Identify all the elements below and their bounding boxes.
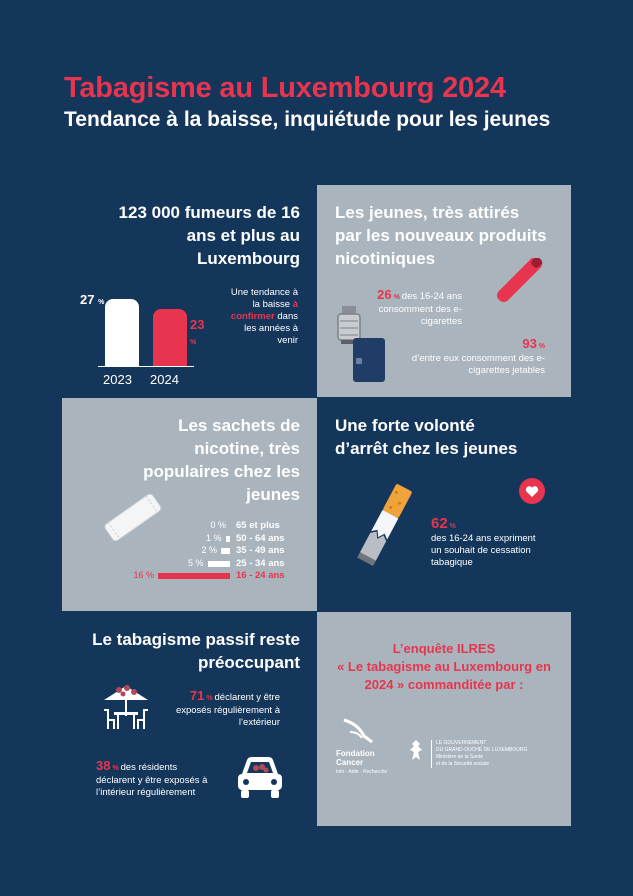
ecig-stat: 26 % des 16-24 ans consomment des e-cigarettes <box>377 287 462 327</box>
quit-stat: 62 % des 16-24 ans expriment un souhait de cessation tabagique <box>431 515 536 568</box>
pouch-bar-4 <box>158 573 230 579</box>
pouch-category-label: 65 et plus <box>236 520 280 531</box>
nicotine-heading: Les jeunes, très attirés par les nouveaux produits nicotiniques <box>335 203 547 268</box>
smokers-heading: 123 000 fumeurs de 16 ans et plus au Luxembourg <box>118 203 300 268</box>
pouch-category-label: 16 - 24 ans <box>236 570 285 581</box>
government-logo-text: LE GOUVERNEMENT DU GRAND-DUCHÉ DE LUXEMBOURG Ministère de la Santé et de la Sécurité sociale <box>431 740 556 768</box>
indoor-exposure-stat: 38 % des résidents déclarent y être exposés à l’intérieur régulièrement <box>96 758 208 798</box>
bar-2024 <box>153 309 187 366</box>
pouch-value-label: 5 % <box>187 557 204 568</box>
smokers-trend-note: Une tendance à la baisse à confirmer dans les années à venir <box>230 287 298 346</box>
survey-credits: L’enquête ILRES « Le tabagisme au Luxembourg en 2024 » commanditée par : <box>337 641 551 692</box>
chart-baseline <box>98 366 194 367</box>
bar-2023 <box>105 299 139 366</box>
page-title: Tabagisme au Luxembourg 2024 <box>64 72 506 104</box>
bar-2024-value-label: 23 % <box>190 317 205 346</box>
coat-of-arms-icon <box>404 738 428 769</box>
pouches-heading: Les sachets de nicotine, très populaires chez les jeunes <box>143 416 300 504</box>
pouch-bar-2 <box>221 548 230 554</box>
disposable-ecig-icon <box>490 258 550 314</box>
terrace-icon <box>100 682 152 732</box>
pouch-value-label: 2 % <box>201 545 217 555</box>
bar-2023-value-label: 27 % <box>80 292 105 307</box>
pouch-value-label: 16 % <box>133 570 154 580</box>
passive-heading: Le tabagisme passif reste préoccupant <box>92 630 300 672</box>
year-2024-label: 2024 <box>150 372 179 387</box>
car-icon <box>232 752 288 802</box>
pouch-bar-3 <box>208 561 231 567</box>
pouch-category-label: 25 - 34 ans <box>236 557 285 569</box>
year-2023-label: 2023 <box>103 372 132 387</box>
page-subtitle: Tendance à la baisse, inquiétude pour les jeunes <box>64 108 551 131</box>
smokers-bar-chart <box>76 280 206 390</box>
outdoor-exposure-stat: 71 % déclarent y être exposés régulièrement à l’extérieur <box>175 688 280 728</box>
heart-icon <box>519 478 545 504</box>
pouch-value-label: 0 % <box>210 520 226 530</box>
pouches-bar-chart <box>112 520 312 590</box>
pouch-value-label: 1 % <box>205 532 222 543</box>
fondation-cancer-logo: Fondation Cancer Info · Aide · Recherche <box>336 718 402 775</box>
pouch-category-label: 35 - 49 ans <box>236 545 285 556</box>
disposable-stat: 93 % d’entre eux consomment des e-cigarettes jetables <box>411 336 545 376</box>
quit-heading: Une forte volonté d’arrêt chez les jeunes <box>335 416 518 458</box>
pouch-bar-1 <box>226 536 231 542</box>
pouch-category-label: 50 - 64 ans <box>236 532 285 544</box>
broken-cigarette-icon <box>348 476 418 576</box>
